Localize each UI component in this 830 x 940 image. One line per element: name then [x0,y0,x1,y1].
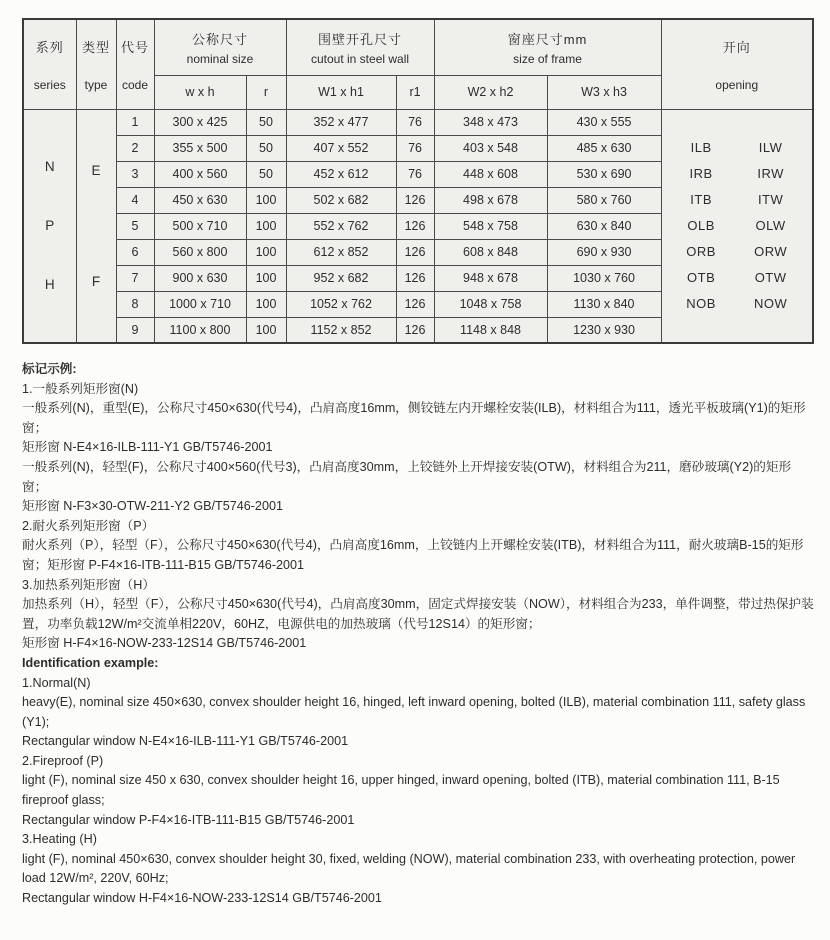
cell-frame-w2h2: 1048 x 758 [434,291,547,317]
series-value: H [44,277,55,293]
cell-frame-w3h3: 1230 x 930 [547,317,661,343]
cell-nominal: 560 x 800 [154,239,246,265]
opening-code: IRB [689,166,713,182]
cell-code: 4 [116,187,154,213]
opening-cell [661,109,813,343]
col-header-series [23,19,76,109]
notes-line: 3.Heating (H) [22,832,97,847]
cell-code: 8 [116,291,154,317]
col-header-type [76,19,116,109]
cell-frame-w2h2: 403 x 548 [434,135,547,161]
cell-frame-w3h3: 430 x 555 [547,109,661,135]
notes-line: Rectangular window H-F4×16-NOW-233-12S14 GB/T5746-2001 [22,891,382,906]
cell-nominal: 300 x 425 [154,109,246,135]
cell-frame-w3h3: 1030 x 760 [547,265,661,291]
col-header-r: r [246,75,286,109]
cell-frame-w2h2: 608 x 848 [434,239,547,265]
notes-line: Rectangular window N-E4×16-ILB-111-Y1 GB/T5746-2001 [22,734,349,749]
cell-nominal: 1100 x 800 [154,317,246,343]
type-value: F [91,273,101,289]
cell-r: 50 [246,161,286,187]
series-value: P [45,218,55,234]
col-group-cutout [286,19,434,75]
col-header-code [116,19,154,109]
cell-frame-w3h3: 630 x 840 [547,213,661,239]
notes-line: Rectangular window P-F4×16-ITB-111-B15 GB/T5746-2001 [22,812,355,827]
series-value: N [44,159,55,175]
cell-frame-w2h2: 948 x 678 [434,265,547,291]
opening-code: ORB [686,244,716,260]
cell-cutout: 612 x 852 [286,239,396,265]
col-header-code-zh: 代号 [120,39,149,55]
col-header-w2h2: W2 x h2 [434,75,547,109]
cell-r: 50 [246,135,286,161]
col-header-wxh: w x h [154,75,246,109]
cell-nominal: 450 x 630 [154,187,246,213]
col-group-frame-zh: 窗座尺寸mm [507,31,588,47]
cell-r: 100 [246,239,286,265]
notes-line: 1.Normal(N) [22,675,91,690]
cell-r: 100 [246,187,286,213]
col-group-frame [434,19,661,75]
cell-cutout: 352 x 477 [286,109,396,135]
cell-frame-w2h2: 498 x 678 [434,187,547,213]
col-group-cutout-zh: 围壁开孔尺寸 [318,31,403,47]
col-header-series-en: series [33,77,66,92]
cell-nominal: 355 x 500 [154,135,246,161]
cell-code: 1 [116,109,154,135]
cell-code: 6 [116,239,154,265]
cell-r1: 76 [396,161,434,187]
col-header-w1h1: W1 x h1 [286,75,396,109]
cell-r: 100 [246,213,286,239]
cell-frame-w2h2: 448 x 608 [434,161,547,187]
cell-code: 2 [116,135,154,161]
cell-r: 100 [246,265,286,291]
opening-code: IRW [757,166,784,182]
cell-cutout: 552 x 762 [286,213,396,239]
col-header-opening-zh: 开向 [722,39,751,55]
notes-line: 3.加热系列矩形窗（H） [22,577,155,592]
col-header-w3h3: W3 x h3 [547,75,661,109]
cell-r1: 126 [396,291,434,317]
col-header-type-zh: 类型 [81,39,110,55]
cell-r: 100 [246,317,286,343]
cell-frame-w3h3: 1130 x 840 [547,291,661,317]
opening-code: NOB [686,296,716,312]
cell-r1: 126 [396,265,434,291]
col-group-nominal-zh: 公称尺寸 [192,31,249,47]
col-group-nominal-en: nominal size [186,51,254,66]
cell-frame-w2h2: 548 x 758 [434,213,547,239]
cell-r1: 126 [396,213,434,239]
notes-line: 一般系列(N)，重型(E)，公称尺寸450×630(代号4)，凸肩高度16mm，侧铰链左内开螺栓安装(ILB)，材料组合为111，透光平板玻璃(Y1)的矩形窗； [22,401,806,435]
cell-r1: 76 [396,109,434,135]
notes-line: 矩形窗 H-F4×16-NOW-233-12S14 GB/T5746-2001 [22,636,307,651]
col-header-r1: r1 [396,75,434,109]
col-header-series-zh: 系列 [35,39,64,55]
cell-r: 100 [246,291,286,317]
cell-code: 5 [116,213,154,239]
opening-code: ITW [757,192,784,208]
notes-line: 耐火系列（P），轻型（F），公称尺寸450×630(代号4)，凸肩高度16mm，上铰链内上开螺栓安装(ITB)，材料组合为111，耐火玻璃B-15的矩形窗；矩形窗 P-F4×16-ITB-111-B15 GB/T5746-2001 [22,538,804,572]
col-group-nominal-size [154,19,286,75]
cell-nominal: 1000 x 710 [154,291,246,317]
cell-cutout: 952 x 682 [286,265,396,291]
opening-code: OTW [754,270,787,286]
opening-code: ORW [754,244,788,260]
notes-line: 2.耐火系列矩形窗（P） [22,518,155,533]
col-header-opening [661,19,813,109]
opening-code: OLW [755,218,786,234]
notes-section [22,360,814,909]
cell-frame-w3h3: 485 x 630 [547,135,661,161]
window-spec-table [22,18,814,344]
opening-code: ILW [758,140,783,156]
col-header-opening-en: opening [715,77,759,92]
col-header-type-en: type [84,77,108,92]
cell-nominal: 400 x 560 [154,161,246,187]
col-group-cutout-en: cutout in steel wall [310,51,410,66]
opening-code: NOW [753,296,788,312]
opening-code: ITB [690,192,712,208]
cell-cutout: 502 x 682 [286,187,396,213]
notes-line: 加热系列（H），轻型（F），公称尺寸450×630(代号4)，凸肩高度30mm，固定式焊接安装（NOW），材料组合为233，单件调整，带过热保护装置，功率负载12W/m²交流单相220V，60HZ，电源供电的加热玻璃（代号12S14）的矩形窗； [22,597,814,631]
cell-code: 7 [116,265,154,291]
cell-code: 3 [116,161,154,187]
notes-line: 矩形窗 N-E4×16-ILB-111-Y1 GB/T5746-2001 [22,440,273,455]
cell-cutout: 407 x 552 [286,135,396,161]
notes-line: heavy(E), nominal size 450×630, convex shoulder height 16, hinged, left inward opening, bolted (ILB), material combination 111, safety glass (Y1); [22,695,806,729]
notes-line: 1.一般系列矩形窗(N) [22,381,139,396]
cell-frame-w2h2: 1148 x 848 [434,317,547,343]
identification-example-heading-en: Identification example: [22,655,159,670]
opening-code: OTB [687,270,716,286]
cell-r1: 126 [396,317,434,343]
cell-r: 50 [246,109,286,135]
cell-cutout: 452 x 612 [286,161,396,187]
cell-r1: 126 [396,239,434,265]
notes-line: light (F), nominal 450×630, convex shoulder height 30, fixed, welding (NOW), material combination 233, with overheating protection, power load 12W/m², 220V, 60Hz; [22,851,796,886]
cell-r1: 126 [396,187,434,213]
type-cell [76,109,116,343]
cell-frame-w3h3: 530 x 690 [547,161,661,187]
notes-line: 2.Fireproof (P) [22,753,104,768]
marking-example-heading-zh: 标记示例: [22,362,77,376]
cell-frame-w3h3: 580 x 760 [547,187,661,213]
notes-line: light (F), nominal size 450 x 630, convex shoulder height 16, upper hinged, inward opening, bolted (ITB), material combination 111, B-15 fireproof glass; [22,773,780,808]
table-row [23,109,813,135]
notes-line: 一般系列(N)，轻型(F)，公称尺寸400×560(代号3)，凸肩高度30mm，上铰链外上开焊接安装(OTW)，材料组合为211，磨砂玻璃(Y2)的矩形窗； [22,459,792,494]
cell-frame-w3h3: 690 x 930 [547,239,661,265]
cell-cutout: 1052 x 762 [286,291,396,317]
cell-nominal: 500 x 710 [154,213,246,239]
cell-nominal: 900 x 630 [154,265,246,291]
cell-cutout: 1152 x 852 [286,317,396,343]
opening-code: OLB [687,218,715,234]
col-group-frame-en: size of frame [513,51,582,66]
cell-code: 9 [116,317,154,343]
cell-frame-w2h2: 348 x 473 [434,109,547,135]
cell-r1: 76 [396,135,434,161]
notes-line: 矩形窗 N-F3×30-OTW-211-Y2 GB/T5746-2001 [22,499,283,514]
type-value: E [91,162,101,178]
opening-code: ILB [690,140,712,156]
series-cell [23,109,76,343]
col-header-code-en: code [121,77,149,92]
